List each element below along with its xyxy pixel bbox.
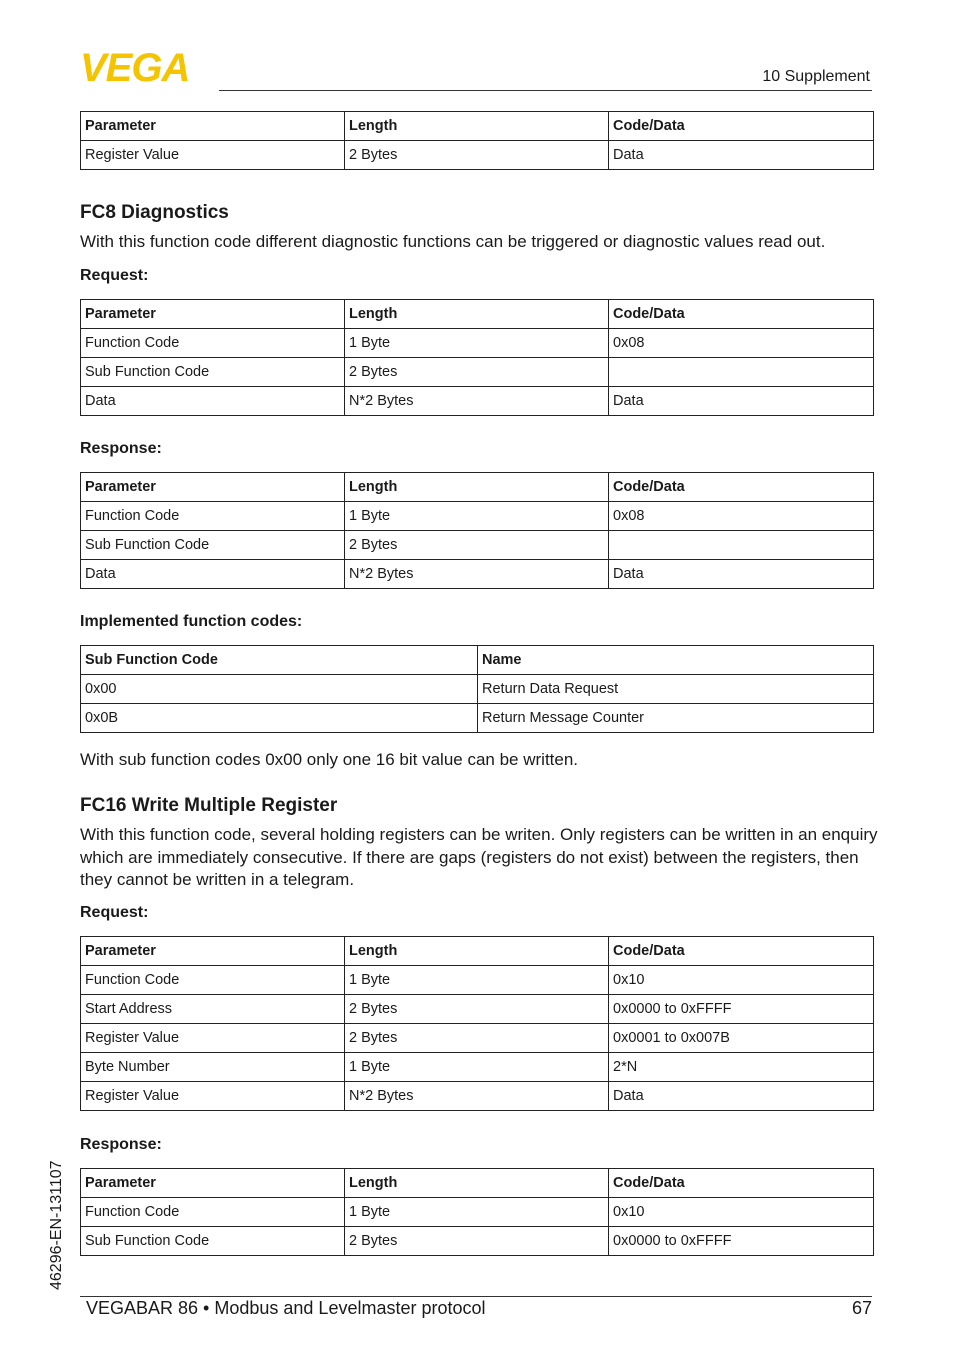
table-row bbox=[81, 358, 874, 387]
fc16-heading: FC16 Write Multiple Register bbox=[80, 795, 338, 816]
page-number: 67 bbox=[851, 1298, 872, 1318]
header-cell: Length bbox=[345, 1169, 609, 1198]
fc16-intro: With this function code, several holding registers can be writen. Only registers can be written in an enquiry which are immediately consecutive. If there are gaps (registers do not exist) between the registers, then they cannot be written in a telegram. bbox=[80, 825, 878, 889]
fc8-request-label: Request: bbox=[80, 267, 149, 284]
table-cell: 0x0001 to 0x007B bbox=[609, 1024, 874, 1053]
header-cell: Parameter bbox=[81, 1169, 345, 1198]
table-cell: N*2 Bytes bbox=[345, 560, 609, 589]
table-cell: Start Address bbox=[81, 995, 345, 1024]
table-row bbox=[81, 675, 874, 704]
fc8-response-label: Response: bbox=[80, 440, 162, 457]
header-cell: Parameter bbox=[81, 300, 345, 329]
vega-logo bbox=[80, 50, 212, 84]
table-cell: 0x08 bbox=[609, 502, 874, 531]
table-cell bbox=[609, 531, 874, 560]
table-cell: Function Code bbox=[81, 966, 345, 995]
fc16-request-label: Request: bbox=[80, 904, 149, 921]
table-row bbox=[81, 704, 874, 733]
table-row bbox=[81, 531, 874, 560]
document-code: 46296-EN-131107 bbox=[48, 1160, 65, 1290]
header-cell: Parameter bbox=[81, 473, 345, 502]
table-header-row bbox=[81, 300, 874, 329]
header-cell: Length bbox=[345, 937, 609, 966]
fc16-response-label: Response: bbox=[80, 1136, 162, 1153]
table-cell: 0x0B bbox=[81, 704, 478, 733]
table-cell: Byte Number bbox=[81, 1053, 345, 1082]
table-row bbox=[81, 995, 874, 1024]
footer-title: VEGABAR 86 • Modbus and Levelmaster protocol bbox=[86, 1298, 486, 1318]
table-cell: Register Value bbox=[81, 1082, 345, 1111]
header-cell: Name bbox=[478, 646, 874, 675]
table-cell: 0x10 bbox=[609, 966, 874, 995]
table-cell: Sub Function Code bbox=[81, 1227, 345, 1256]
table-row bbox=[81, 1082, 874, 1111]
table-cell: Function Code bbox=[81, 502, 345, 531]
table-cell: 2 Bytes bbox=[345, 1024, 609, 1053]
table-cell: 2 Bytes bbox=[345, 995, 609, 1024]
table-cell: Data bbox=[609, 560, 874, 589]
table-cell: 0x00 bbox=[81, 675, 478, 704]
header-cell: Parameter bbox=[81, 937, 345, 966]
table-header-row bbox=[81, 1169, 874, 1198]
header-cell: Code/Data bbox=[609, 112, 874, 141]
fc8-intro: With this function code different diagnostic functions can be triggered or diagnostic values read out. bbox=[80, 232, 826, 251]
fc8-response-table bbox=[80, 472, 874, 589]
table-header-row bbox=[81, 937, 874, 966]
table-header-row bbox=[81, 646, 874, 675]
table-header-row bbox=[81, 112, 874, 141]
table-row bbox=[81, 1024, 874, 1053]
fc8-note: With sub function codes 0x00 only one 16 bit value can be written. bbox=[80, 750, 579, 769]
header-cell: Code/Data bbox=[609, 1169, 874, 1198]
register-value-table bbox=[80, 111, 874, 170]
table-cell: 0x0000 to 0xFFFF bbox=[609, 1227, 874, 1256]
table-cell: Function Code bbox=[81, 329, 345, 358]
table-cell: Data bbox=[81, 387, 345, 416]
table-cell: Data bbox=[609, 387, 874, 416]
header-cell: Code/Data bbox=[609, 473, 874, 502]
vega-logo-text: VEGA bbox=[80, 50, 190, 84]
header-cell: Sub Function Code bbox=[81, 646, 478, 675]
fc16-request-table bbox=[80, 936, 874, 1111]
header-cell: Code/Data bbox=[609, 300, 874, 329]
table-cell: N*2 Bytes bbox=[345, 387, 609, 416]
table-header-row bbox=[81, 473, 874, 502]
header-divider bbox=[219, 90, 872, 91]
table-cell: Sub Function Code bbox=[81, 358, 345, 387]
table-cell: 0x08 bbox=[609, 329, 874, 358]
table-cell: Function Code bbox=[81, 1198, 345, 1227]
table-row bbox=[81, 329, 874, 358]
table-cell: Data bbox=[609, 141, 874, 170]
fc8-heading: FC8 Diagnostics bbox=[80, 202, 229, 223]
table-cell: 2 Bytes bbox=[345, 141, 609, 170]
table-cell: Register Value bbox=[81, 141, 345, 170]
fc8-request-table bbox=[80, 299, 874, 416]
table-cell: 1 Byte bbox=[345, 502, 609, 531]
table-cell bbox=[609, 358, 874, 387]
table-cell: Sub Function Code bbox=[81, 531, 345, 560]
table-cell: Return Message Counter bbox=[478, 704, 874, 733]
table-cell: 2 Bytes bbox=[345, 1227, 609, 1256]
table-row bbox=[81, 141, 874, 170]
table-row bbox=[81, 560, 874, 589]
header-cell: Parameter bbox=[81, 112, 345, 141]
table-cell: Return Data Request bbox=[478, 675, 874, 704]
table-cell: 1 Byte bbox=[345, 329, 609, 358]
table-cell: 1 Byte bbox=[345, 1053, 609, 1082]
fc16-response-table bbox=[80, 1168, 874, 1256]
header-cell: Length bbox=[345, 473, 609, 502]
table-cell: 2*N bbox=[609, 1053, 874, 1082]
header-cell: Length bbox=[345, 112, 609, 141]
table-cell: Data bbox=[81, 560, 345, 589]
fc8-implemented-table bbox=[80, 645, 874, 733]
table-row bbox=[81, 1198, 874, 1227]
header-cell: Code/Data bbox=[609, 937, 874, 966]
table-cell: 0x10 bbox=[609, 1198, 874, 1227]
table-cell: 1 Byte bbox=[345, 966, 609, 995]
table-row bbox=[81, 387, 874, 416]
table-cell: 2 Bytes bbox=[345, 531, 609, 560]
table-cell: 0x0000 to 0xFFFF bbox=[609, 995, 874, 1024]
header-cell: Length bbox=[345, 300, 609, 329]
header-section-label: 10 Supplement bbox=[762, 68, 870, 85]
table-row bbox=[81, 502, 874, 531]
fc8-implemented-label: Implemented function codes: bbox=[80, 613, 303, 630]
table-cell: Register Value bbox=[81, 1024, 345, 1053]
table-cell: 1 Byte bbox=[345, 1198, 609, 1227]
table-cell: N*2 Bytes bbox=[345, 1082, 609, 1111]
table-row bbox=[81, 966, 874, 995]
table-row bbox=[81, 1227, 874, 1256]
table-cell: Data bbox=[609, 1082, 874, 1111]
footer-divider bbox=[80, 1296, 872, 1297]
table-row bbox=[81, 1053, 874, 1082]
table-cell: 2 Bytes bbox=[345, 358, 609, 387]
